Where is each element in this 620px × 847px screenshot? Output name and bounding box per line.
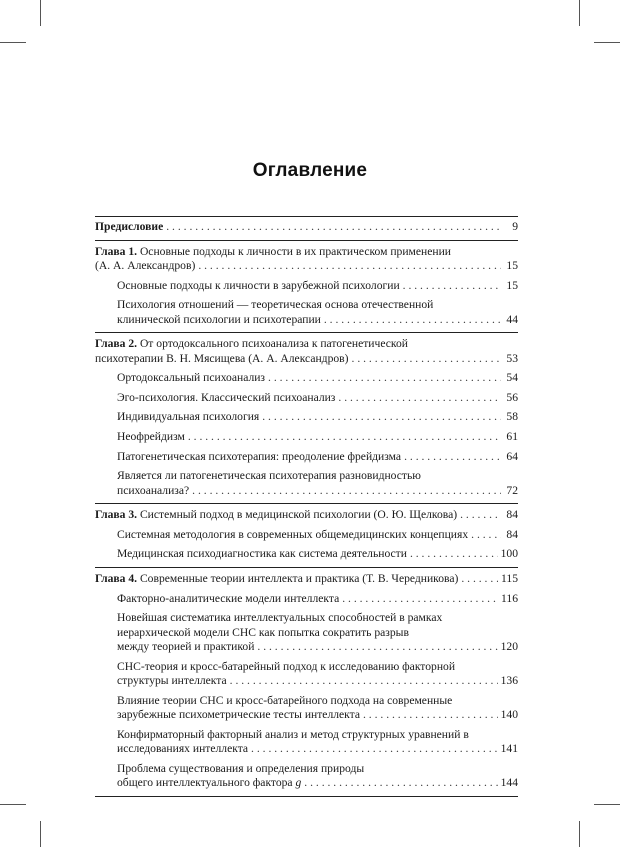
page-number: 140 xyxy=(500,707,518,721)
page-number: 64 xyxy=(506,449,518,463)
toc-entry-text xyxy=(95,508,457,522)
dot-leader xyxy=(198,259,501,273)
toc-entry-text xyxy=(117,279,400,293)
dot-leader xyxy=(363,708,498,722)
toc-section[interactable] xyxy=(95,450,518,464)
toc-entry-text xyxy=(117,410,259,424)
dot-leader xyxy=(188,430,501,444)
crop-mark xyxy=(579,0,580,26)
toc-entry-text xyxy=(117,484,189,498)
toc-section[interactable] xyxy=(95,728,518,757)
dot-leader xyxy=(304,776,497,790)
toc-entry-text: Психология отношений — теоретическая основа отечественной xyxy=(117,298,434,312)
toc-entry-text xyxy=(95,572,458,586)
dot-leader xyxy=(251,742,498,756)
divider xyxy=(95,503,518,504)
toc-entry-text xyxy=(117,640,254,654)
toc-entry-label: психоанализа? xyxy=(117,483,190,497)
toc-entry-text: Основные подходы к личности в их практическом применении xyxy=(139,244,451,258)
toc-entry-text: Проблема существования и определения природы xyxy=(117,761,365,775)
dot-leader xyxy=(192,484,501,498)
dot-leader xyxy=(166,220,501,234)
toc-entry-line xyxy=(117,469,518,483)
dot-leader xyxy=(324,313,501,327)
toc-entry-last-line xyxy=(95,508,518,522)
toc-entry-label: исследованиях интеллекта xyxy=(117,741,249,755)
dot-leader xyxy=(461,572,498,586)
toc-entry-line xyxy=(117,298,518,312)
page-number: 136 xyxy=(500,673,518,687)
toc-entry-line xyxy=(117,728,518,742)
toc-entry-label: психотерапии В. Н. Мясищева (А. А. Александров) xyxy=(95,351,349,365)
toc-entry-last-line xyxy=(117,776,518,790)
toc-entry-line xyxy=(117,694,518,708)
toc-entry-label: Факторно-аналитические модели интеллекта xyxy=(117,591,340,605)
toc-section[interactable] xyxy=(95,592,518,606)
toc-entry-label: Системный подход в медицинской психологии (О. Ю. Щелкова) xyxy=(139,508,458,522)
divider xyxy=(95,216,518,217)
toc-entry-text: Является ли патогенетическая психотерапия разновидностью xyxy=(117,469,421,483)
page-number: 9 xyxy=(512,220,518,233)
toc-entry-label: Патогенетическая психотерапия: преодоление фрейдизма xyxy=(117,449,402,463)
toc-entry-label: общего интеллектуального фактора xyxy=(117,775,293,789)
chapter-number: Глава 2. xyxy=(95,337,138,351)
toc-entry-text: иерархической модели СНС как попытка сократить разрыв xyxy=(117,625,409,639)
toc-entry-label: Системная методология в современных общемедицинских концепциях xyxy=(117,527,469,541)
page-number: 141 xyxy=(500,741,518,755)
chapter-number: Глава 1. xyxy=(95,244,138,258)
dot-leader xyxy=(262,410,501,424)
toc-entry-text: СНС-теория и кросс-батарейный подход к исследованию факторной xyxy=(117,659,456,673)
toc-entry-text: Новейшая систематика интеллектуальных способностей в рамках xyxy=(117,611,443,625)
toc-section[interactable] xyxy=(95,371,518,385)
divider xyxy=(95,567,518,568)
toc-entry-text xyxy=(117,313,321,327)
toc-section[interactable] xyxy=(95,469,518,498)
crop-mark xyxy=(579,821,580,847)
crop-mark xyxy=(40,821,41,847)
table-of-contents xyxy=(95,216,518,797)
toc-chapter[interactable] xyxy=(95,337,518,366)
toc-entry-last-line xyxy=(117,528,518,542)
toc-entry-line xyxy=(117,611,518,625)
dot-leader xyxy=(338,391,501,405)
page-number: 100 xyxy=(500,547,518,561)
toc-section[interactable] xyxy=(95,611,518,654)
toc-entry-preface[interactable] xyxy=(95,220,518,234)
toc-entry-line xyxy=(95,245,518,259)
toc-entry-text xyxy=(117,708,360,722)
toc-section[interactable] xyxy=(95,430,518,444)
page-number: 53 xyxy=(506,351,518,365)
toc-entry-last-line xyxy=(117,430,518,444)
page-number: 116 xyxy=(501,591,518,605)
toc-section[interactable] xyxy=(95,391,518,405)
toc-chapter[interactable] xyxy=(95,508,518,522)
toc-entry-last-line xyxy=(117,391,518,405)
toc-entry-text xyxy=(117,592,339,606)
toc-entry-label: структуры интеллекта xyxy=(117,673,227,687)
toc-entry-text xyxy=(117,742,248,756)
divider xyxy=(95,240,518,241)
page-number: 54 xyxy=(506,371,518,385)
toc-section[interactable] xyxy=(95,410,518,424)
dot-leader xyxy=(404,450,501,464)
toc-chapter[interactable] xyxy=(95,572,518,586)
dot-leader xyxy=(257,640,497,654)
toc-entry-text xyxy=(117,547,407,561)
toc-entry-last-line xyxy=(95,572,518,586)
toc-entry-label: Неофрейдизм xyxy=(117,429,185,443)
crop-mark xyxy=(0,804,26,805)
page-number: 84 xyxy=(506,527,518,541)
toc-section[interactable] xyxy=(95,298,518,327)
page-title: Оглавление xyxy=(252,160,368,181)
toc-section[interactable] xyxy=(95,660,518,689)
toc-entry-label: клинической психологии и психотерапии xyxy=(117,312,321,326)
dot-leader xyxy=(471,528,501,542)
page-number: 15 xyxy=(506,278,518,292)
toc-section[interactable] xyxy=(95,547,518,561)
divider xyxy=(95,332,518,333)
dot-leader xyxy=(460,508,501,522)
toc-entry-last-line xyxy=(117,371,518,385)
toc-entry-last-line xyxy=(117,484,518,498)
toc-entry-text xyxy=(117,674,227,688)
toc-entry-last-line xyxy=(117,742,518,756)
dot-leader xyxy=(410,547,498,561)
toc-entry-text: От ортодоксального психоанализа к патогенетической xyxy=(139,337,408,351)
toc-entry-label: между теорией и практикой xyxy=(117,639,255,653)
page-number: 15 xyxy=(506,259,518,272)
toc-entry-text xyxy=(117,391,335,405)
toc-entry-label: Современные теории интеллекта и практика (Т. В. Чередникова) xyxy=(139,571,459,585)
toc-entry-last-line xyxy=(117,450,518,464)
page-number: 58 xyxy=(506,410,518,424)
page-number: 72 xyxy=(506,483,518,497)
toc-entry-text xyxy=(117,430,185,444)
page-number: 115 xyxy=(501,571,518,585)
toc-entry-line xyxy=(117,660,518,674)
dot-leader xyxy=(352,352,501,366)
chapter-number: Глава 3. xyxy=(95,508,138,522)
toc-entry-text xyxy=(117,528,468,542)
toc-entry-label: Основные подходы к личности в зарубежной психологии xyxy=(117,278,400,292)
dot-leader xyxy=(342,592,498,606)
dot-leader xyxy=(268,371,501,385)
toc-entry-text: Влияние теории СНС и кросс-батарейного подхода на современные xyxy=(117,693,453,707)
toc-entry-last-line xyxy=(117,674,518,688)
chapter-number: Глава 4. xyxy=(95,571,138,585)
toc-entry-text xyxy=(117,450,401,464)
page-number: 61 xyxy=(506,429,518,443)
toc-entry-line xyxy=(95,337,518,351)
toc-section[interactable] xyxy=(95,694,518,723)
divider xyxy=(95,796,518,797)
toc-entry-text xyxy=(117,371,265,385)
page-number: 84 xyxy=(506,508,518,522)
toc-entry-text: Конфирматорный факторный анализ и метод структурных уравнений в xyxy=(117,727,469,741)
dot-leader xyxy=(230,674,498,688)
page-number: 144 xyxy=(500,775,518,789)
toc-entry-text xyxy=(117,776,301,790)
page-number: 44 xyxy=(506,312,518,326)
toc-entry-line xyxy=(117,626,518,640)
toc-entry-label: Эго-психология. Классический психоанализ xyxy=(117,390,336,404)
toc-entry-last-line xyxy=(117,313,518,327)
crop-mark xyxy=(594,42,620,43)
dot-leader xyxy=(403,279,501,293)
toc-entry-label: Медицинская психодиагностика как система деятельности xyxy=(117,547,407,561)
toc-entry-label: Предисловие xyxy=(95,220,164,233)
toc-entry-text xyxy=(95,352,349,366)
toc-entry-label: зарубежные психометрические тесты интеллекта xyxy=(117,707,360,721)
toc-chapter[interactable] xyxy=(95,245,518,274)
toc-section[interactable] xyxy=(95,528,518,542)
toc-entry-last-line xyxy=(95,352,518,366)
toc-entry-text xyxy=(95,259,195,273)
toc-section[interactable] xyxy=(95,279,518,293)
toc-entry-last-line xyxy=(117,640,518,654)
toc-entry-line xyxy=(117,762,518,776)
toc-section[interactable] xyxy=(95,762,518,791)
toc-entry-last-line xyxy=(117,708,518,722)
toc-entry-last-line xyxy=(117,547,518,561)
toc-entry-label: Индивидуальная психология xyxy=(117,410,260,424)
toc-entry-last-line xyxy=(117,410,518,424)
toc-entry-last-line xyxy=(95,259,518,273)
toc-entry-label: Ортодоксальный психоанализ xyxy=(117,371,266,385)
toc-entry-last-line xyxy=(117,279,518,293)
toc-entry-last-line xyxy=(117,592,518,606)
page-number: 120 xyxy=(500,639,518,653)
crop-mark xyxy=(40,0,41,26)
crop-mark xyxy=(0,42,26,43)
crop-mark xyxy=(594,804,620,805)
italic-symbol: g xyxy=(295,775,302,789)
page-number: 56 xyxy=(506,390,518,404)
toc-entry-label: (А. А. Александров) xyxy=(95,259,196,272)
